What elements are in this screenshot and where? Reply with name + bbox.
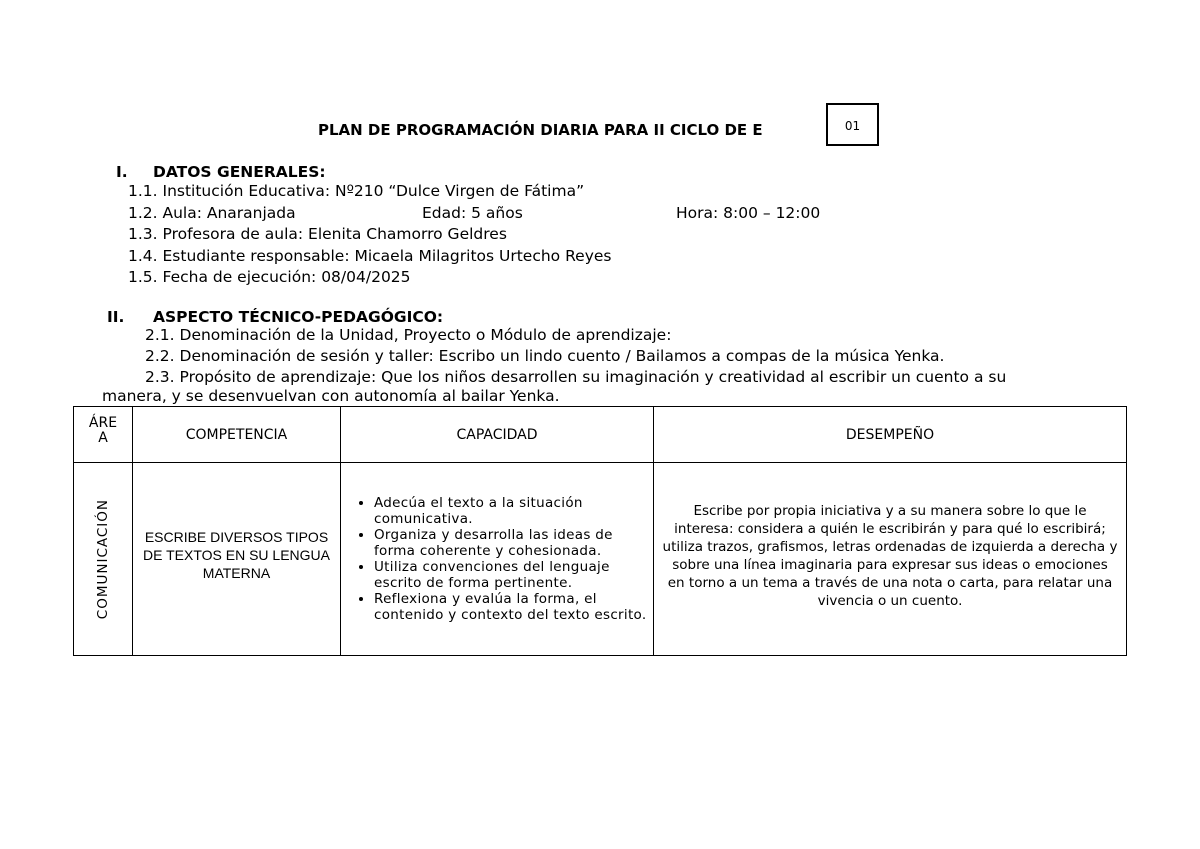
competencia-text: ESCRIBE DIVERSOS TIPOS DE TEXTOS EN SU LENGUA MATERNA: [143, 529, 330, 581]
competencia-cell: [133, 463, 341, 656]
section2-numeral: II.: [107, 308, 125, 326]
desempeno-cell: [654, 463, 1127, 656]
header-desempeno: DESEMPEÑO: [654, 407, 1127, 463]
header-capacidad: CAPACIDAD: [341, 407, 654, 463]
header-area: [74, 407, 133, 463]
section2-heading: ASPECTO TÉCNICO-PEDAGÓGICO:: [153, 308, 444, 326]
edad-line: Edad: 5 años: [422, 204, 523, 222]
hora-line: Hora: 8:00 – 12:00: [676, 204, 821, 222]
table-row: [74, 463, 1127, 656]
document-title: PLAN DE PROGRAMACIÓN DIARIA PARA II CICLO DE E: [318, 121, 763, 139]
unidad-line: 2.1. Denominación de la Unidad, Proyecto o Módulo de aprendizaje:: [145, 326, 672, 344]
estudiante-line: 1.4. Estudiante responsable: Micaela Milagritos Urtecho Reyes: [128, 247, 612, 265]
list-item: • Adecúa el texto a la situación comunicativa.: [374, 495, 649, 527]
section1-numeral: I.: [116, 163, 128, 181]
list-item: • Utiliza convenciones del lenguaje escrito de forma pertinente.: [374, 559, 649, 591]
fecha-line: 1.5. Fecha de ejecución: 08/04/2025: [128, 268, 411, 286]
header-area-line2: A: [98, 429, 108, 446]
area-text: COMUNICACIÓN: [95, 498, 111, 620]
capacidad-list: [341, 495, 653, 623]
header-area-line1: ÁRE: [88, 414, 118, 431]
proposito-line-2: manera, y se desenvuelvan con autonomía al bailar Yenka.: [102, 387, 560, 405]
institution-line: 1.1. Institución Educativa: Nº210 “Dulce Virgen de Fátima”: [128, 182, 585, 200]
sesion-line: 2.2. Denominación de sesión y taller: Escribo un lindo cuento / Bailamos a compas de la música Yenka.: [145, 347, 945, 365]
list-item: • Organiza y desarrolla las ideas de forma coherente y cohesionada.: [374, 527, 649, 559]
proposito-line-1: 2.3. Propósito de aprendizaje: Que los niños desarrollen su imaginación y creatividad al escribir un cuento a su: [145, 368, 1007, 386]
aula-line: 1.2. Aula: Anaranjada: [128, 204, 296, 222]
section1-heading: DATOS GENERALES:: [153, 163, 326, 181]
table-header-row: [74, 407, 1127, 463]
profesora-line: 1.3. Profesora de aula: Elenita Chamorro Geldres: [128, 225, 507, 243]
list-item: • Reflexiona y evalúa la forma, el contenido y contexto del texto escrito.: [374, 591, 649, 623]
desempeno-text: Escribe por propia iniciativa y a su manera sobre lo que le interesa: considera a quién le escribirán y para qué lo escribirá; utiliza trazos, grafismos, letras ordenadas de izquierda a derecha y sobre una línea imaginaria para expresar sus ideas o emociones en torno a un tema a través de una nota o carta, para relatar una vivencia o un cuento.: [662, 503, 1118, 609]
capacidad-cell: [341, 463, 654, 656]
competencies-table: [73, 406, 1127, 656]
session-number-box: 01: [826, 103, 879, 146]
header-competencia: COMPETENCIA: [133, 407, 341, 463]
area-cell: [74, 463, 133, 656]
